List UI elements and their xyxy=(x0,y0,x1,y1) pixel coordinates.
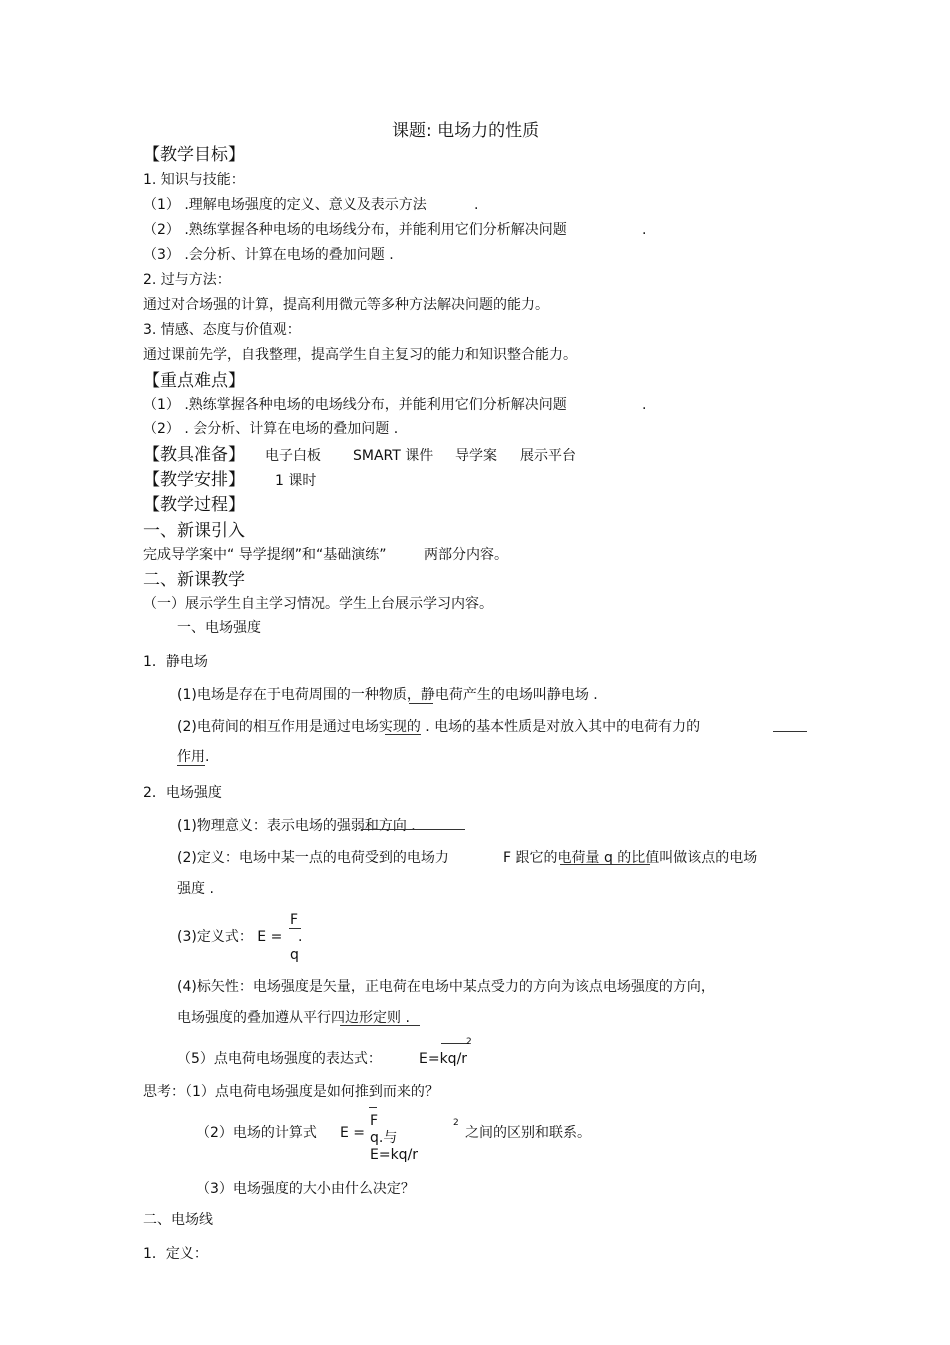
formula-period: . xyxy=(298,929,303,945)
vector-line-1: (4)标矢性：电场强度是矢量，正电荷在电场中某点受力的方向为该点电场强度的方向， xyxy=(177,979,715,995)
static-field-line-2: (2)电荷间的相互作用是通过电场实现的 . 电场的基本性质是对放入其中的电荷有力的 xyxy=(177,719,701,735)
section-key-header: 【重点难点】 xyxy=(143,371,245,391)
blank-answer: 作用 xyxy=(177,749,205,765)
key-item-1: （1） .熟练掌握各种电场的电场线分布，并能利用它们分析解决问题 xyxy=(143,397,567,413)
exponent-2: 2 xyxy=(453,1118,459,1128)
exponent-2: 2 xyxy=(466,1037,472,1047)
blank-underline xyxy=(773,731,807,732)
tool-item: 展示平台 xyxy=(520,448,576,464)
period: . xyxy=(205,749,210,765)
goal-item-2-dot: . xyxy=(642,222,647,238)
part-intro-text-tail: 两部分内容。 xyxy=(424,547,508,563)
part-intro-heading: 一、新课引入 xyxy=(143,521,245,541)
goal-item-1-dot: . xyxy=(474,197,479,213)
process-text: 通过对合场强的计算，提高利用微元等多种方法解决问题的能力。 xyxy=(143,297,549,313)
section-arrangement-header: 【教学安排】 xyxy=(143,470,245,490)
tool-item: SMART 课件 xyxy=(353,448,434,464)
formula-overline xyxy=(441,1043,469,1044)
goal-item-1: （1） .理解电场强度的定义、意义及表示方法 xyxy=(143,197,427,213)
section-process-header: 【教学过程】 xyxy=(143,495,245,515)
section-tools-header: 【教具准备】 xyxy=(143,445,245,465)
page-title: 课题: 电场力的性质 xyxy=(392,121,540,141)
part-teaching-heading: 二、新课教学 xyxy=(143,570,245,590)
vector-line-2: 电场强度的叠加遵从平行四边形定则 . xyxy=(177,1010,410,1026)
formula-line: (3)定义式： E = xyxy=(177,929,283,945)
formula-denominator: q xyxy=(290,947,299,963)
attitude-heading: 3. 情感、态度与价值观： xyxy=(143,322,301,338)
teaching-subheading: （一）展示学生自主学习情况。学生上台展示学习内容。 xyxy=(143,596,493,612)
item-field-strength: 2．电场强度 xyxy=(143,785,222,801)
blank-underline xyxy=(560,864,650,865)
think-2-formula: E=kq/r xyxy=(370,1147,419,1163)
part-intro-text: 完成导学案中“ 导学提纲”和“基础演练” xyxy=(143,547,387,563)
tool-item: 导学案 xyxy=(455,448,497,464)
section-goals-header: 【教学目标】 xyxy=(143,145,245,165)
think-2-numerator: F xyxy=(370,1113,379,1129)
blank-underline xyxy=(385,734,421,735)
arrangement-value: 1 课时 xyxy=(275,473,317,489)
think-3: （3）电场强度的大小由什么决定？ xyxy=(196,1181,415,1197)
blank-underline xyxy=(340,1025,420,1026)
key-item-1-dot: . xyxy=(642,397,647,413)
attitude-text: 通过课前先学，自我整理，提高学生自主复习的能力和知识整合能力。 xyxy=(143,347,577,363)
blank-underline xyxy=(361,829,465,830)
knowledge-heading: 1. 知识与技能： xyxy=(143,172,245,188)
static-field-line-3 xyxy=(177,748,209,766)
point-charge-formula: E=kq/r xyxy=(419,1051,468,1067)
tool-item: 电子白板 xyxy=(265,448,321,464)
think-2-e: E = xyxy=(340,1125,366,1141)
goal-item-3: （3） .会分析、计算在电场的叠加问题 . xyxy=(143,247,394,263)
definition-line-a: (2)定义：电场中某一点的电荷受到的电场力 xyxy=(177,850,449,866)
think-1: 思考：（1）点电荷电场强度是如何推到而来的？ xyxy=(143,1084,439,1100)
definition-line-c: 强度 . xyxy=(177,881,214,897)
meaning-line: (1)物理意义：表示电场的强弱和方向 . xyxy=(177,818,416,834)
goal-item-2: （2） .熟练掌握各种电场的电场线分布，并能利用它们分析解决问题 xyxy=(143,222,567,238)
think-2-tail: 之间的区别和联系。 xyxy=(465,1125,591,1141)
point-charge-line: （5）点电荷电场强度的表达式： xyxy=(177,1051,382,1067)
topic-field-lines: 二、电场线 xyxy=(143,1212,213,1228)
fraction-bar-top xyxy=(369,1107,377,1108)
think-2-denominator: q.与 xyxy=(370,1130,398,1146)
think-2-prefix: （2）电场的计算式 xyxy=(196,1125,317,1141)
item-static-field: 1．静电场 xyxy=(143,654,208,670)
key-item-2: （2） . 会分析、计算在电场的叠加问题 . xyxy=(143,421,399,437)
definition-line-b: F 跟它的电荷量 q 的比值叫做该点的电场 xyxy=(503,850,758,866)
formula-numerator: F xyxy=(290,912,299,928)
field-lines-definition: 1．定义： xyxy=(143,1246,208,1262)
process-heading: 2. 过与方法： xyxy=(143,272,231,288)
static-field-line-1: (1)电场是存在于电荷周围的一种物质，静电荷产生的电场叫静电场 . xyxy=(177,687,598,703)
topic-field-strength: 一、电场强度 xyxy=(177,620,261,636)
blank-underline xyxy=(409,703,433,704)
